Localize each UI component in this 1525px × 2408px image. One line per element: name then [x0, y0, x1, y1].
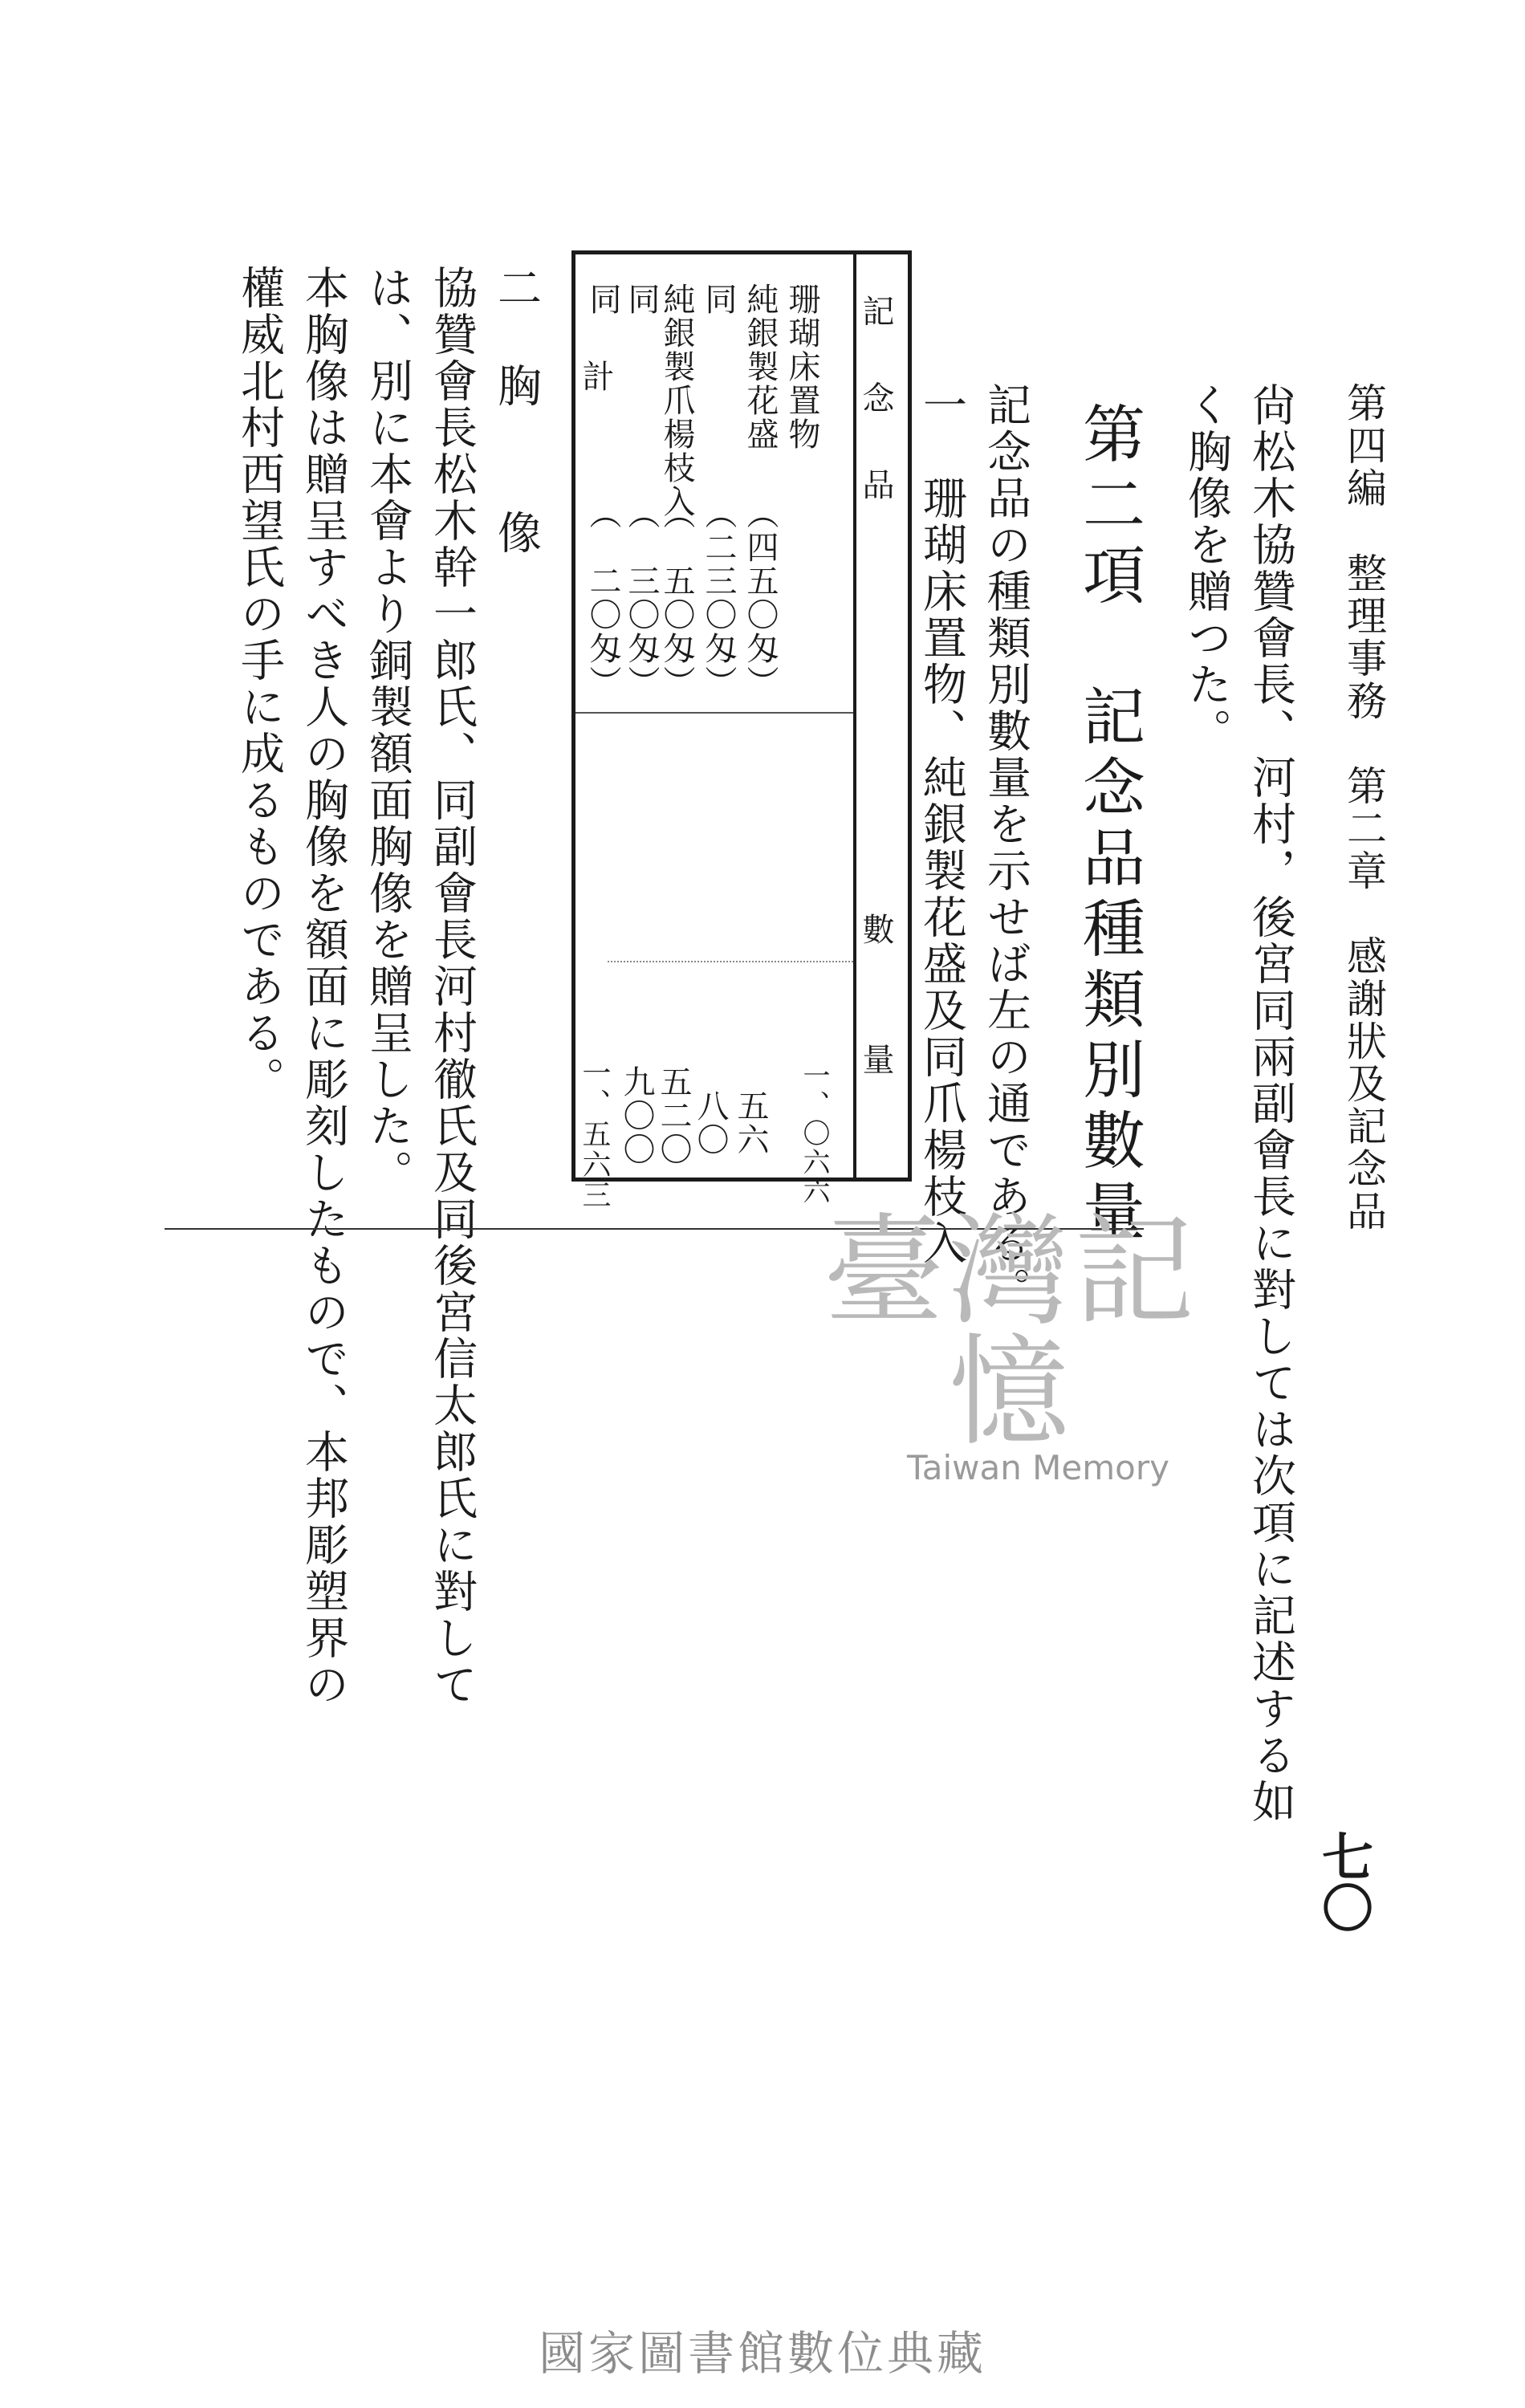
table-header-item: 記 念 品: [857, 295, 894, 511]
intro-line-2: く胸像を贈つた。: [1181, 382, 1232, 755]
intro-line-1: 尙松木協贊會長、河村，後宮同兩副會長に對しては次項に記述する如: [1245, 382, 1296, 1825]
section-heading: 第二項 記念品種類別數量: [1072, 401, 1145, 1249]
table-row-name: 同: [584, 283, 621, 316]
taiwan-memory-watermark: [762, 1202, 1260, 1487]
table-row-qty: 五六: [732, 1089, 769, 1157]
table-row-name: 純銀製花盛: [742, 283, 779, 451]
bust-line-2: は、別に本會より銅製額面胸像を贈呈した。: [362, 265, 413, 1196]
table-row-qty: 八〇: [692, 1089, 729, 1157]
table-row-name: 同: [700, 283, 737, 316]
commemorative-items-table: [571, 250, 912, 1206]
footer-collection-credit: 國家圖書館數位典藏: [538, 2326, 986, 2381]
table-row-name: 純銀製爪楊枝入: [658, 283, 695, 519]
watermark-en: Taiwan Memory: [907, 1448, 1169, 1487]
table-column-rule: [575, 712, 853, 714]
table-header-qty: 數 量: [857, 913, 894, 1086]
table-total-label: 計: [577, 360, 614, 393]
table-dotted-rule: [608, 961, 853, 962]
item1-title: 一 珊瑚床置物、純銀製花盛及同爪楊枝入: [916, 382, 967, 1267]
bust-section-title: 二 胸 像: [490, 265, 542, 559]
table-row-qty: 九〇〇: [618, 1065, 655, 1166]
table-header-divider: [853, 254, 856, 1178]
watermark-cjk: 臺灣記憶: [823, 1202, 1199, 1462]
bust-line-3: 本胸像は贈呈すべき人の胸像を額面に彫刻したもので、本邦彫塑界の: [298, 265, 349, 1708]
table-row-name: 珊瑚床置物: [783, 283, 820, 451]
table-row-qty: 五二〇: [655, 1065, 692, 1166]
table-row-name: 同: [623, 283, 660, 316]
table-row-size: （ 三〇匁）: [623, 497, 660, 699]
table-row-size: （ 五〇匁）: [658, 497, 695, 699]
page-number: 七〇: [1313, 1830, 1373, 1933]
bust-line-1: 協贊會長松木幹一郎氏、同副會長河村徹氏及同後宮信太郎氏に對して: [426, 265, 478, 1708]
table-row-qty: 一、〇六六: [798, 1061, 830, 1206]
table-total-qty: 一、五六三: [578, 1058, 611, 1210]
running-header: 第四編 整理事務 第二章 感謝狀及記念品: [1340, 382, 1387, 1233]
section-lead: 記念品の種類別數量を示せば左の通である。: [980, 382, 1031, 1313]
table-row-size: （二三〇匁）: [700, 497, 737, 699]
bust-line-4: 權威北村西望氏の手に成るものである。: [234, 265, 285, 1103]
table-row-size: （ 二〇匁）: [584, 497, 621, 699]
table-row-size: （四五〇匁）: [742, 497, 779, 699]
